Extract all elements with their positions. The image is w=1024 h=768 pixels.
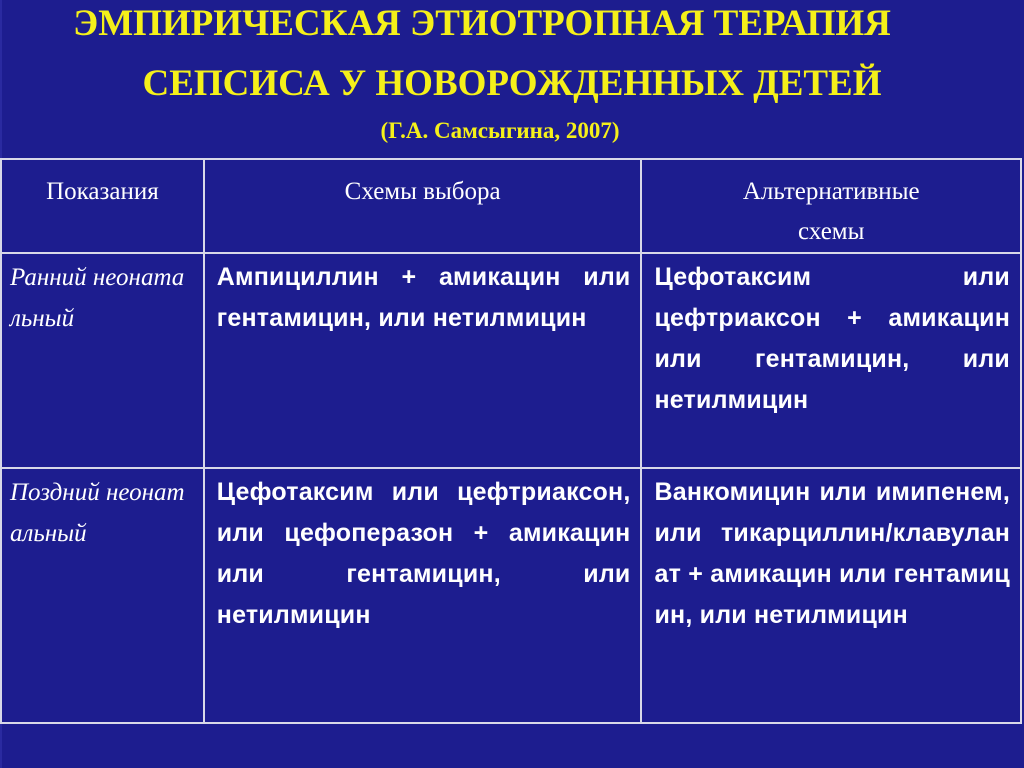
table-row	[1, 468, 1021, 723]
indication-text: Поздний неонатальный	[10, 479, 185, 547]
header-choice-schemes: Схемы выбора	[204, 159, 642, 253]
alternative-scheme-text: Ванкомицин или имипенем, или тикарциллин/клавуланат + амикацин или гентамицин, или нетилмицин	[654, 478, 1010, 629]
indication-cell	[1, 468, 204, 723]
header-alternative-schemes	[641, 159, 1021, 253]
header-indications: Показания	[1, 159, 204, 253]
alternative-scheme-cell: Цефотаксим или цефтриаксон + амикацин или гентамицин, или нетилмицин	[641, 253, 1021, 468]
title-line-2: СЕПСИСА У НОВОРОЖДЕННЫХ ДЕТЕЙ	[142, 63, 882, 104]
primary-scheme-cell: Цефотаксим или цефтриаксон, или цефоперазон + амикацин или гентамицин, или нетилмицин	[204, 468, 642, 723]
therapy-table	[0, 158, 1022, 720]
indication-text: Ранний неонатальный	[10, 264, 185, 332]
table-row	[1, 253, 1021, 468]
indication-cell	[1, 253, 204, 468]
table-header-row	[1, 159, 1021, 253]
primary-scheme-cell: Ампициллин + амикацин или гентамицин, или нетилмицин	[204, 253, 642, 468]
header-alternative-label: Альтернативные схемы	[742, 178, 920, 245]
alternative-scheme-cell	[641, 468, 1021, 723]
title-line-1: ЭМПИРИЧЕСКАЯ ЭТИОТРОПНАЯ ТЕРАПИЯ	[73, 3, 891, 44]
title-citation: (Г.А. Самсыгина, 2007)	[380, 118, 620, 143]
